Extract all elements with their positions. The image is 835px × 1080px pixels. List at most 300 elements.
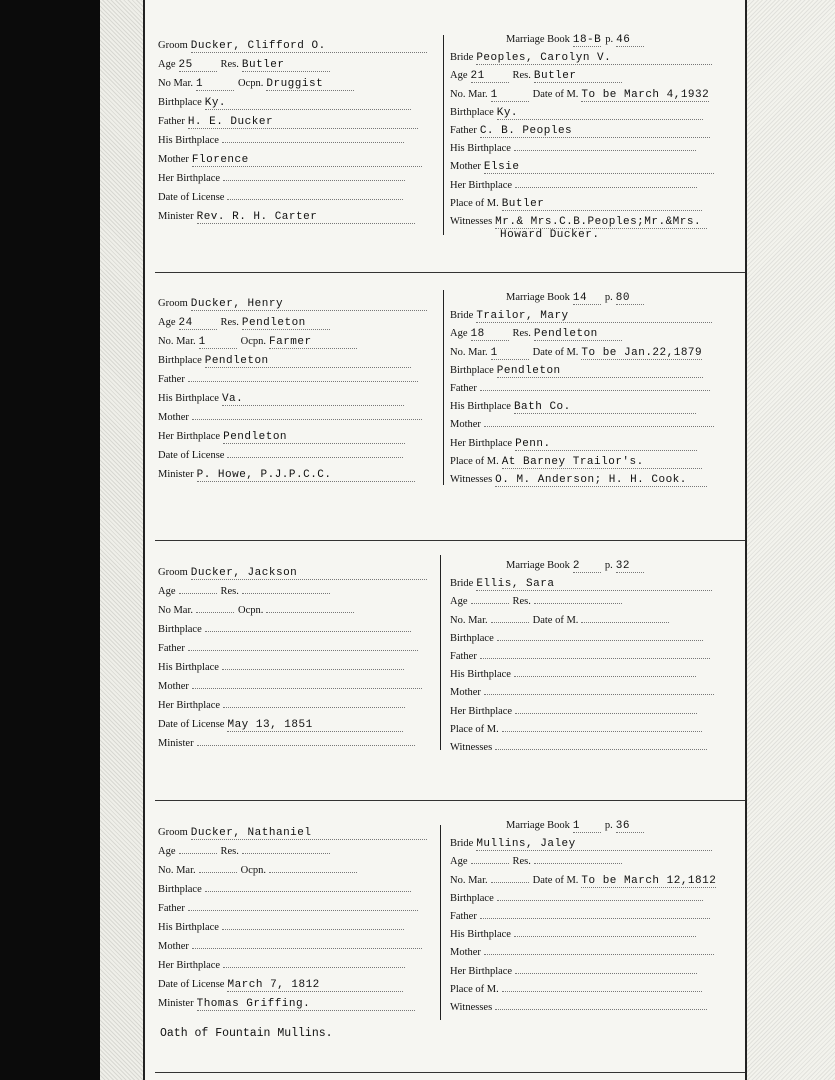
field-value: 24 — [178, 317, 193, 329]
field-no-mar — [450, 615, 669, 626]
field-label: Her Birthplace — [158, 700, 221, 711]
field-label: Mother — [158, 941, 189, 952]
field-line — [581, 875, 716, 888]
field-label: Birthplace — [158, 355, 202, 366]
field-value: Butler — [501, 197, 545, 210]
field-value: Pendleton — [204, 355, 269, 367]
field-value: Va. — [221, 393, 244, 405]
field-line — [534, 328, 622, 341]
field-line — [497, 900, 703, 901]
field-line — [242, 59, 330, 72]
field-minister — [158, 738, 415, 749]
left-border — [143, 0, 145, 1080]
field-line — [497, 640, 703, 641]
witnesses-continued — [500, 229, 599, 241]
field-line — [476, 578, 712, 591]
field-line — [179, 593, 217, 594]
oath-note: Oath of Fountain Mullins. — [160, 1027, 333, 1040]
field-line — [269, 872, 357, 873]
field-line — [480, 918, 710, 919]
field-groom — [158, 40, 427, 53]
field-line — [484, 426, 714, 427]
field-age — [450, 328, 622, 341]
field-label: Her Birthplace — [158, 960, 221, 971]
field-mother — [450, 687, 714, 698]
field-value: March 7, 1812 — [227, 979, 320, 991]
field-minister — [158, 469, 415, 482]
field-line — [188, 910, 418, 911]
field-line — [269, 336, 357, 349]
field-line — [199, 872, 237, 873]
field-line — [616, 292, 644, 305]
field-label: Marriage Book — [506, 820, 570, 831]
field-line — [192, 688, 422, 689]
field-label: Mother — [450, 947, 481, 959]
field-line — [515, 187, 697, 188]
field-line — [495, 749, 707, 750]
field-label: Birthplace — [450, 632, 494, 644]
field-label: Date of License — [158, 192, 225, 203]
field-value: 1 — [198, 336, 206, 348]
field-father — [450, 125, 710, 138]
column-divider — [443, 35, 444, 235]
field-line — [616, 560, 644, 573]
field-value: Pendleton — [241, 317, 306, 329]
field-label: Witnesses — [450, 742, 493, 753]
field-age — [158, 846, 330, 857]
field-line — [514, 150, 696, 151]
field-minister — [158, 211, 415, 224]
field-label: Age — [450, 596, 468, 608]
field-line — [573, 292, 601, 305]
field-line — [497, 107, 703, 120]
field-line — [205, 355, 411, 368]
field-value: Thomas Griffing. — [196, 998, 311, 1010]
field-value: At Barney Trailor's. — [501, 455, 644, 468]
field-label: Birthplace — [158, 624, 202, 635]
field-label: Res. — [512, 70, 531, 82]
field-line — [484, 694, 714, 695]
field-line — [581, 89, 709, 102]
field-label: Witnesses — [450, 1002, 493, 1013]
field-line — [534, 70, 622, 83]
field-line — [242, 593, 330, 594]
field-label: Date of License — [158, 719, 225, 730]
field-label: Bride — [450, 838, 474, 850]
field-line — [502, 991, 702, 992]
field-value: Pendleton — [223, 431, 288, 443]
field-label: Marriage Book — [506, 560, 570, 571]
column-divider — [443, 290, 444, 485]
field-place-of-m — [450, 984, 702, 995]
field-mother — [450, 947, 714, 958]
divider — [155, 540, 745, 541]
field-label: His Birthplace — [450, 929, 511, 941]
field-line — [227, 719, 403, 732]
field-marriage-book — [506, 560, 644, 573]
field-label: Ocpn. — [240, 865, 266, 876]
field-father — [158, 643, 418, 654]
field-line — [495, 474, 707, 487]
field-label: Ocpn. — [240, 336, 266, 347]
field-value: 46 — [616, 34, 631, 46]
field-father — [158, 374, 418, 385]
field-marriage-book — [506, 34, 644, 47]
field-line — [491, 622, 529, 623]
field-line — [223, 180, 405, 181]
field-value: Druggist — [266, 78, 324, 90]
field-her-birthplace — [450, 438, 697, 451]
field-line — [222, 393, 404, 406]
field-label: Her Birthplace — [158, 431, 221, 442]
field-label: Mother — [450, 419, 481, 431]
field-his-birthplace — [450, 929, 696, 940]
field-line — [471, 70, 509, 83]
field-birthplace — [450, 107, 703, 120]
field-line — [223, 431, 405, 444]
field-label: His Birthplace — [450, 401, 511, 413]
field-line — [191, 40, 427, 53]
field-line — [191, 567, 427, 580]
field-line — [573, 820, 601, 833]
field-label: p. — [604, 560, 613, 571]
field-line — [581, 622, 669, 623]
field-line — [227, 199, 403, 200]
field-value: Ducker, Clifford O. — [190, 40, 326, 52]
field-label: Birthplace — [450, 364, 494, 376]
field-label: Res. — [220, 317, 239, 328]
field-label: Her Birthplace — [450, 705, 513, 717]
field-label: Mother — [450, 687, 481, 699]
field-label: Witnesses — [450, 474, 493, 485]
field-label: His Birthplace — [158, 135, 219, 146]
field-value: Howard Ducker. — [500, 229, 600, 242]
field-line — [197, 745, 415, 746]
field-label: Ocpn. — [238, 78, 264, 89]
field-place-of-m — [450, 724, 702, 735]
field-label: No. Mar. — [450, 874, 488, 886]
field-line — [188, 381, 418, 382]
field-line — [480, 125, 710, 138]
field-her-birthplace — [450, 180, 697, 191]
field-her-birthplace — [158, 700, 405, 711]
field-label: Date of License — [158, 450, 225, 461]
field-line — [476, 52, 712, 65]
field-place-of-m — [450, 456, 702, 469]
field-line — [573, 560, 601, 573]
field-value: C. B. Peoples — [479, 125, 573, 137]
field-value: Farmer — [269, 336, 312, 348]
field-line — [484, 954, 714, 955]
field-value: Rev. R. H. Carter — [196, 211, 318, 223]
field-value: 21 — [470, 70, 485, 83]
field-value: 1 — [196, 78, 204, 90]
field-label: p. — [604, 292, 613, 303]
field-line — [192, 948, 422, 949]
field-value: Pendleton — [533, 328, 598, 341]
field-mother — [450, 161, 714, 174]
field-label: Res. — [512, 328, 531, 340]
field-value: 2 — [572, 560, 580, 572]
field-bride — [450, 578, 712, 591]
field-label: No Mar. — [158, 605, 193, 616]
field-value: 1 — [490, 88, 498, 101]
field-line — [480, 658, 710, 659]
field-line — [191, 827, 427, 840]
column-divider — [440, 555, 441, 750]
field-value: To be March 4,1932 — [581, 88, 710, 101]
field-label: Mother — [158, 681, 189, 692]
field-date-of-license — [158, 450, 403, 461]
field-label: Birthplace — [158, 97, 202, 108]
field-label: Birthplace — [158, 884, 202, 895]
field-label: Age — [450, 328, 468, 340]
field-line — [222, 669, 404, 670]
field-no-mar — [158, 865, 357, 876]
field-date-of-license — [158, 979, 403, 992]
field-birthplace — [450, 633, 703, 644]
field-his-birthplace — [450, 401, 696, 414]
field-age — [450, 70, 622, 83]
field-value: May 13, 1851 — [227, 719, 313, 731]
field-label: Groom — [158, 827, 188, 838]
field-label: Her Birthplace — [450, 179, 513, 191]
field-label: Mother — [158, 412, 189, 423]
field-label: Age — [158, 317, 176, 328]
field-label: Place of M. — [450, 723, 499, 735]
field-witnesses — [450, 1002, 707, 1013]
field-line — [227, 457, 403, 458]
field-minister — [158, 998, 415, 1011]
field-line — [191, 298, 427, 311]
field-line — [515, 438, 697, 451]
field-value: Ducker, Nathaniel — [190, 827, 312, 839]
right-border — [745, 0, 747, 1080]
field-label: Mother — [450, 161, 481, 173]
field-bride — [450, 838, 712, 851]
field-line — [514, 936, 696, 937]
field-birthplace — [158, 624, 411, 635]
field-line — [502, 198, 702, 211]
field-line — [471, 603, 509, 604]
divider — [155, 272, 745, 273]
field-age — [158, 59, 330, 72]
field-line — [179, 59, 217, 72]
field-father — [158, 903, 418, 914]
divider — [155, 800, 745, 801]
field-label: Date of M. — [532, 614, 579, 626]
field-line — [476, 838, 712, 851]
field-line — [223, 967, 405, 968]
field-label: Date of M. — [532, 874, 579, 886]
field-line — [222, 929, 404, 930]
field-groom — [158, 567, 427, 580]
field-line — [188, 650, 418, 651]
field-line — [484, 161, 714, 174]
field-line — [514, 401, 696, 414]
field-date-of-license — [158, 719, 403, 732]
field-label: His Birthplace — [158, 922, 219, 933]
field-his-birthplace — [158, 922, 404, 933]
field-label: Father — [158, 643, 185, 654]
field-mother — [158, 941, 422, 952]
field-his-birthplace — [450, 143, 696, 154]
field-date-of-license — [158, 192, 403, 203]
field-her-birthplace — [158, 431, 405, 444]
field-value: Florence — [191, 154, 249, 166]
field-line — [495, 216, 707, 229]
field-label: Bride — [450, 578, 474, 590]
field-mother — [158, 412, 422, 423]
field-no-mar — [450, 875, 716, 888]
field-label: Birthplace — [450, 106, 494, 118]
field-label: Father — [450, 911, 477, 922]
field-label: Witnesses — [450, 216, 493, 227]
field-label: Res. — [512, 856, 531, 868]
field-value: Bath Co. — [513, 401, 571, 414]
field-his-birthplace — [450, 669, 696, 680]
field-line — [616, 820, 644, 833]
field-label: Age — [158, 846, 176, 857]
field-label: No. Mar. — [450, 88, 488, 100]
field-father — [450, 911, 710, 922]
field-groom — [158, 298, 427, 311]
field-value: Pendleton — [496, 364, 561, 377]
field-line — [196, 78, 234, 91]
field-value: 36 — [615, 820, 630, 832]
field-value: Ky. — [204, 97, 227, 109]
field-line — [222, 142, 404, 143]
field-line — [179, 317, 217, 330]
field-label: Her Birthplace — [158, 173, 221, 184]
field-line — [471, 863, 509, 864]
field-label: Res. — [512, 596, 531, 608]
field-line — [242, 853, 330, 854]
field-his-birthplace — [158, 393, 404, 406]
field-label: No. Mar. — [450, 614, 488, 626]
field-her-birthplace — [158, 173, 405, 184]
field-age — [158, 586, 330, 597]
field-no-mar — [450, 89, 709, 102]
field-value: 1 — [572, 820, 580, 832]
field-mother — [450, 419, 714, 430]
field-value: Trailor, Mary — [476, 310, 569, 323]
field-label: Date of M. — [532, 88, 579, 100]
field-label: p. — [605, 34, 614, 45]
field-label: Age — [158, 59, 176, 70]
field-no-mar — [450, 347, 702, 360]
field-label: Her Birthplace — [450, 965, 513, 977]
field-mother — [158, 681, 422, 692]
field-line — [196, 612, 234, 613]
field-line — [534, 603, 622, 604]
field-line — [199, 336, 237, 349]
field-label: Ocpn. — [238, 605, 264, 616]
field-her-birthplace — [450, 706, 697, 717]
field-value: Mr.& Mrs.C.B.Peoples;Mr.&Mrs. — [495, 216, 702, 228]
field-line — [266, 78, 354, 91]
field-label: No. Mar. — [158, 336, 196, 347]
field-label: His Birthplace — [450, 669, 511, 681]
field-label: p. — [604, 820, 613, 831]
field-label: His Birthplace — [158, 662, 219, 673]
field-label: Bride — [450, 52, 474, 64]
field-line — [197, 211, 415, 224]
field-value: 80 — [615, 292, 630, 304]
field-value: Ducker, Henry — [190, 298, 284, 310]
field-age — [450, 856, 622, 867]
field-line — [616, 34, 644, 47]
field-label: Father — [158, 116, 185, 127]
field-line — [205, 97, 411, 110]
field-value: 32 — [615, 560, 630, 572]
field-line — [197, 998, 415, 1011]
field-marriage-book — [506, 820, 644, 833]
field-label: His Birthplace — [450, 143, 511, 155]
field-line — [514, 676, 696, 677]
field-label: Date of M. — [532, 346, 579, 358]
field-line — [192, 154, 422, 167]
field-value: Ducker, Jackson — [190, 567, 298, 579]
field-label: Father — [450, 651, 477, 662]
field-value: 25 — [178, 59, 193, 71]
field-father — [450, 651, 710, 662]
field-place-of-m — [450, 198, 702, 211]
field-value: 18 — [470, 328, 485, 341]
field-value: To be March 12,1812 — [581, 874, 717, 887]
field-label: No. Mar. — [158, 865, 196, 876]
field-label: Marriage Book — [506, 34, 570, 45]
field-line — [534, 863, 622, 864]
field-line — [491, 882, 529, 883]
field-line — [242, 317, 330, 330]
field-value: Butler — [241, 59, 285, 71]
column-divider — [440, 825, 441, 1020]
field-value: Mullins, Jaley — [476, 838, 576, 851]
field-witnesses — [450, 216, 707, 229]
field-value: H. E. Ducker — [187, 116, 274, 128]
field-line — [515, 973, 697, 974]
field-value: 1 — [490, 346, 498, 359]
field-line — [491, 347, 529, 360]
field-label: Res. — [220, 846, 239, 857]
field-line — [192, 419, 422, 420]
field-label: Father — [450, 125, 477, 136]
field-label: Place of M. — [450, 197, 499, 209]
field-label: Groom — [158, 298, 188, 309]
field-birthplace — [450, 893, 703, 904]
field-label: Res. — [220, 59, 239, 70]
field-label: Place of M. — [450, 983, 499, 995]
field-her-birthplace — [450, 966, 697, 977]
field-line — [491, 89, 529, 102]
field-line — [495, 1009, 707, 1010]
field-value: 14 — [572, 292, 588, 304]
field-label: Date of License — [158, 979, 225, 990]
field-no-mar — [158, 78, 354, 91]
field-label: Bride — [450, 310, 474, 322]
field-label: Age — [450, 856, 468, 868]
field-birthplace — [158, 355, 411, 368]
field-label: His Birthplace — [158, 393, 219, 404]
field-value: Butler — [533, 70, 577, 83]
field-no-mar — [158, 336, 357, 349]
field-birthplace — [450, 365, 703, 378]
field-marriage-book — [506, 292, 644, 305]
field-label: Res. — [220, 586, 239, 597]
field-line — [476, 310, 712, 323]
field-his-birthplace — [158, 662, 404, 673]
